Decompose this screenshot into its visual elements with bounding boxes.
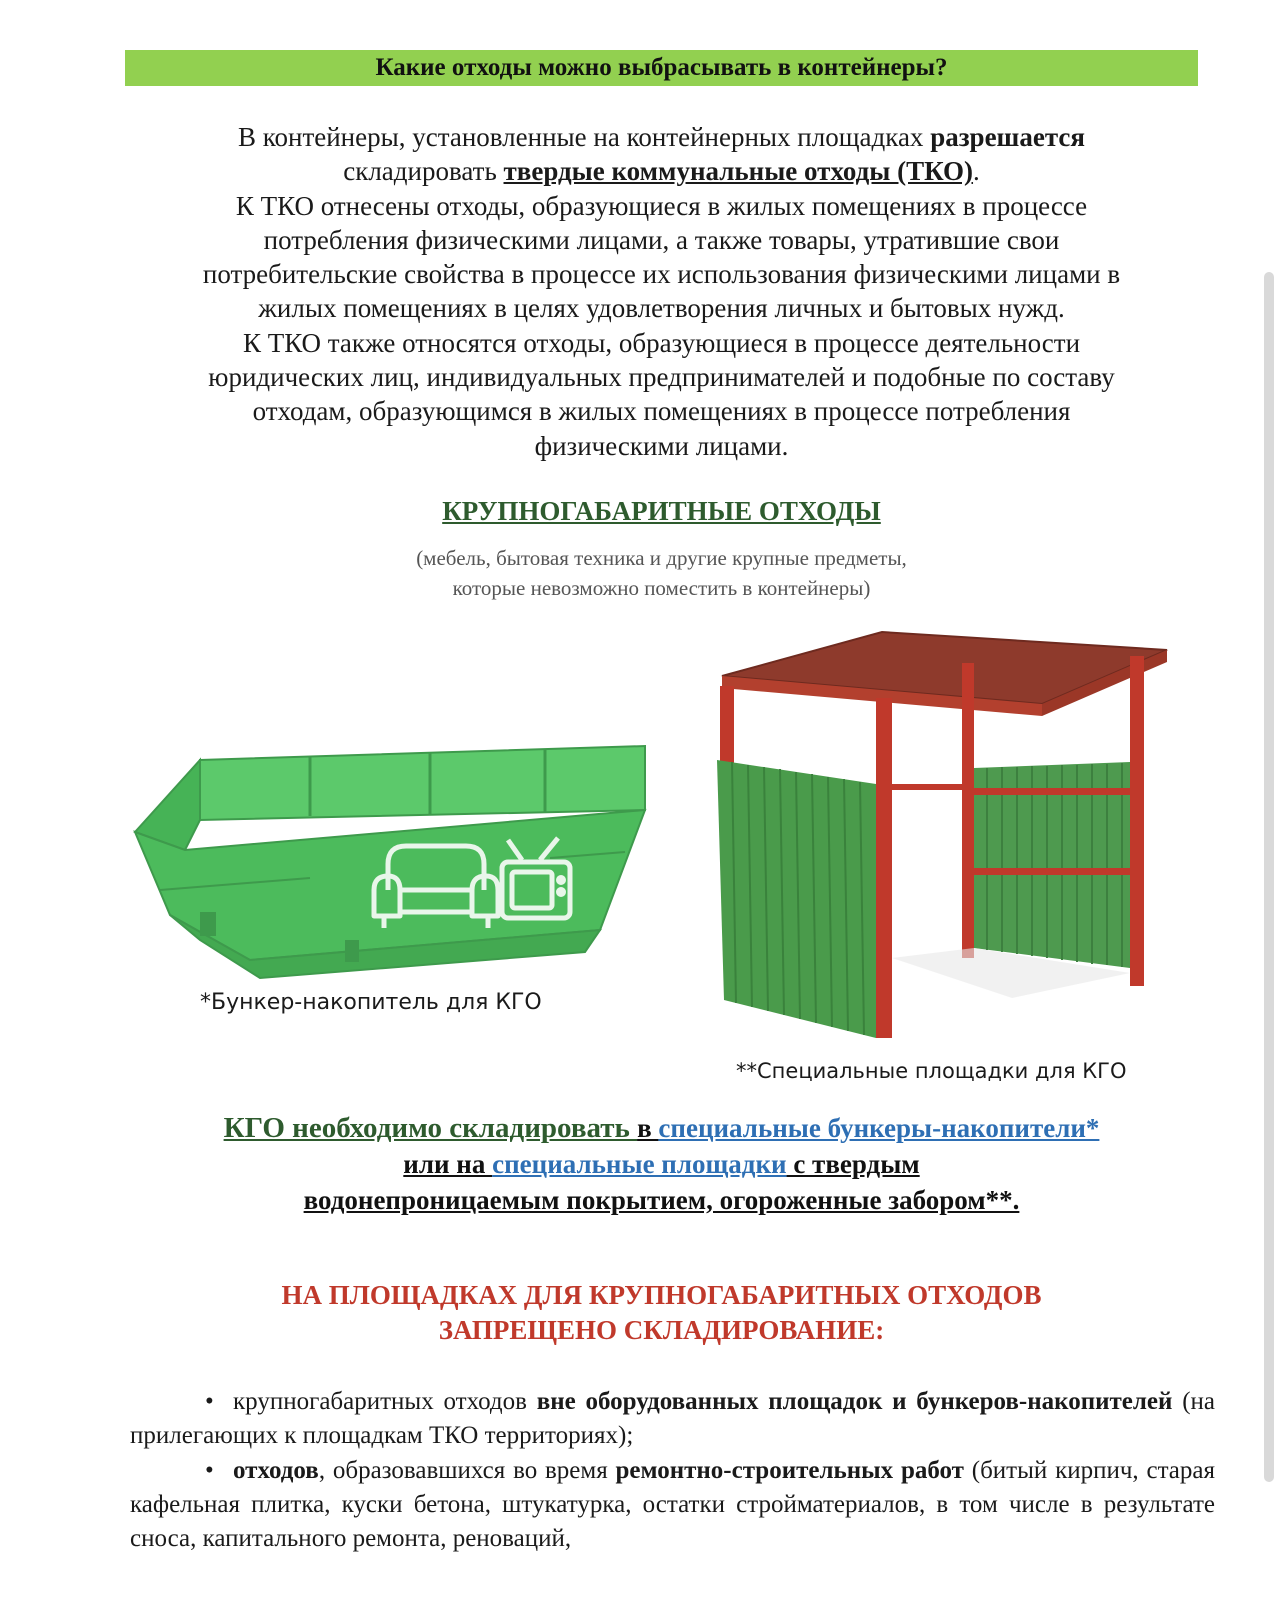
warning-l2: ЗАПРЕЩЕНО СКЛАДИРОВАНИЕ: — [438, 1315, 885, 1345]
scrollbar[interactable] — [1264, 272, 1274, 1482]
intro-l2a: складировать — [343, 156, 504, 187]
kgo-g: водонепроницаемым покрытием, огороженные забором**. — [303, 1185, 1020, 1215]
bulky-title: КРУПНОГАБАРИТНЫЕ ОТХОДЫ — [442, 496, 881, 526]
intro-l1a: В контейнеры, установленные на контейнерных площадках — [237, 122, 931, 152]
prohibited-list — [130, 1385, 1215, 1557]
bulky-note-l1: (мебель, бытовая техника и другие крупные предметы, — [416, 546, 907, 570]
bulky-note-l2: которые невозможно поместить в контейнеры) — [452, 576, 871, 600]
kgo-link-sites[interactable]: специальные площадки — [492, 1149, 787, 1179]
intro-l3: К ТКО отнесены отходы, образующиеся в жилых помещениях в процессе — [235, 190, 1088, 221]
intro-l5: потребительские свойства в процессе их использования физическими лицами в — [202, 259, 1121, 290]
site-caption: **Специальные площадки для КГО — [736, 1059, 1127, 1083]
intro-l8: юридических лиц, индивидуальных предпринимателей и подобные по составу — [208, 362, 1115, 393]
intro-l7: К ТКО также относятся отходы, образующиеся в процессе деятельности — [242, 327, 1081, 358]
kgo-link-bunkers[interactable]: специальные бункеры-накопители* — [658, 1113, 1100, 1143]
intro-l9: отходам, образующимся в жилых помещениях в процессе потребления — [252, 396, 1071, 427]
page-title: Какие отходы можно выбрасывать в контейнеры? — [375, 54, 948, 81]
intro-l1b: разрешается — [930, 122, 1086, 152]
header-bar — [125, 50, 1198, 86]
kgo-a: КГО необходимо складировать — [223, 1112, 638, 1144]
intro-l2c: . — [973, 156, 980, 187]
site-image — [712, 628, 1172, 1048]
bulky-note — [130, 543, 1193, 603]
intro-l10: физическими лицами. — [534, 430, 789, 461]
intro-l6: жилых помещениях в целях удовлетворения личных и бытовых нужд. — [258, 293, 1065, 324]
kgo-b: в — [637, 1113, 659, 1143]
kgo-instruction — [130, 1110, 1193, 1218]
intro-l2b: твердые коммунальные отходы (ТКО) — [503, 156, 974, 187]
bunker-caption: *Бункер-накопитель для КГО — [200, 990, 542, 1015]
intro-text — [130, 120, 1193, 463]
kgo-d: или на — [403, 1149, 493, 1179]
warning-l1: НА ПЛОЩАДКАХ ДЛЯ КРУПНОГАБАРИТНЫХ ОТХОДОВ — [281, 1280, 1042, 1310]
kgo-f: с твердым — [786, 1149, 920, 1179]
list-item: • отходов, образовавшихся во время ремонтно-строительных работ (битый кирпич, старая кафельная плитка, куски бетона, штукатурка, остатки стройматериалов, в том числе в результате сноса, капитального ремонта, реноваций, — [130, 1454, 1215, 1556]
bunker-image — [130, 740, 650, 980]
list-item: • крупногабаритных отходов вне оборудованных площадок и бункеров-накопителей (на прилегающих к площадкам ТКО территориях); — [130, 1385, 1215, 1453]
bullet-icon: • — [205, 1388, 214, 1415]
intro-l4: потребления физическими лицами, а также товары, утратившие свои — [263, 224, 1060, 255]
warning-heading — [130, 1278, 1193, 1348]
bullet-icon: • — [205, 1457, 214, 1484]
